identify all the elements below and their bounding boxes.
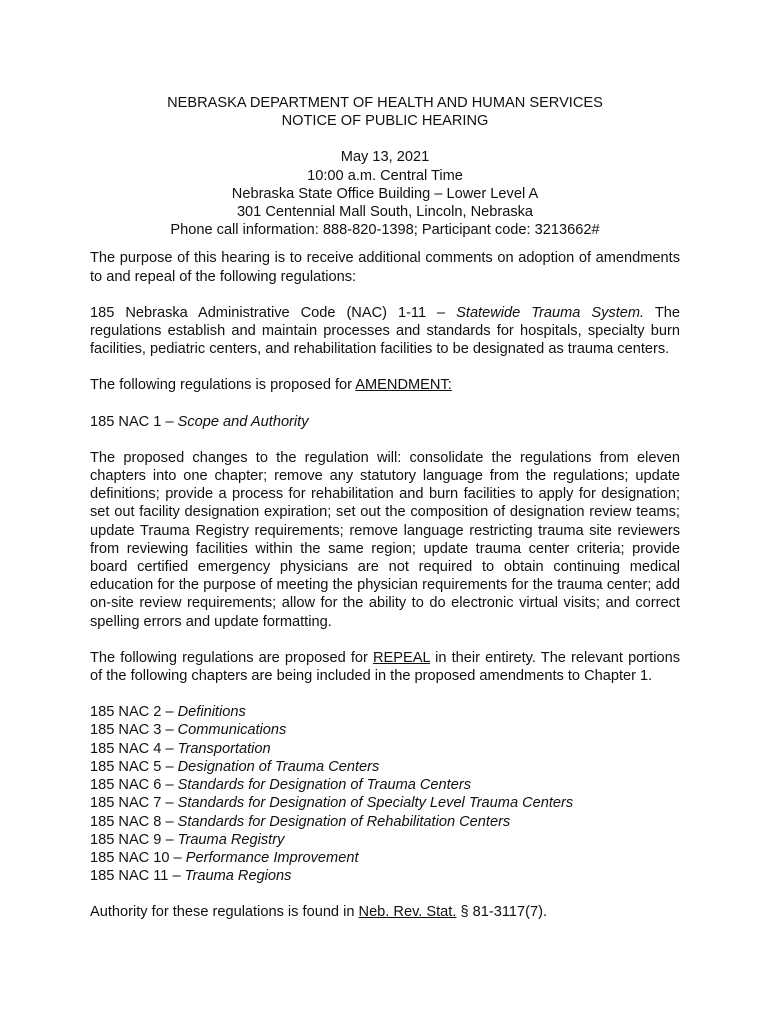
list-item: 185 NAC 6 – Standards for Designation of Trauma Centers <box>90 777 471 794</box>
list-item: 185 NAC 5 – Designation of Trauma Centers <box>90 758 380 775</box>
repeal-intro: The following regulations are proposed for <box>90 649 373 666</box>
list-item: 185 NAC 10 – Performance Improvement <box>90 849 359 866</box>
repeal-chapter-list <box>90 703 680 885</box>
hearing-date: May 13, 2021 <box>340 149 430 166</box>
document-header <box>90 94 680 130</box>
amendment-intro-paragraph <box>90 376 680 394</box>
hearing-building: Nebraska State Office Building – Lower Level A <box>231 185 539 202</box>
regulation-code: 185 Nebraska Administrative Code (NAC) 1-11 – <box>90 304 457 321</box>
amendment-intro: The following regulations is proposed for <box>90 377 356 394</box>
purpose-paragraph: The purpose of this hearing is to receive additional comments on adoption of amendments to and repeal of the following regulations: <box>90 250 680 285</box>
amendment-keyword: AMENDMENT: <box>355 377 452 394</box>
repeal-keyword: REPEAL <box>372 649 431 666</box>
list-item: 185 NAC 9 – Trauma Registry <box>90 831 285 848</box>
notice-title: NOTICE OF PUBLIC HEARING <box>281 113 489 130</box>
amendment-changes-paragraph: The proposed changes to the regulation will: consolidate the regulations from eleven chapters into one chapter; remove any statutory language from the regulations; update definitions; provide a process for rehabilitation and burn facilities to apply for designation; set out facility designation expiration; set out the composition of designation review teams; update Trauma Registry requirements; remove language restricting trauma site reviewers from reviewing facilities within the same region; update trauma center criteria; provide board certified emergency physicians are not required to obtain continuing medical education for the purpose of meeting the physician requirements for the trauma center; add on-site review requirements; allow for the ability to do electronic virtual visits; and correct spelling errors and update formatting. <box>90 449 680 630</box>
hearing-time: 10:00 a.m. Central Time <box>307 167 463 184</box>
amendment-chapter <box>90 413 680 431</box>
hearing-address: 301 Centennial Mall South, Lincoln, Nebraska <box>236 204 534 221</box>
list-item: 185 NAC 3 – Communications <box>90 722 287 739</box>
regulation-description: The regulations establish and maintain processes and standards for hospitals, specialty burn facilities, pediatric centers, and rehabilitation facilities to be designated as trauma centers. <box>90 304 680 358</box>
hearing-details <box>90 148 680 239</box>
document-page <box>90 94 680 922</box>
agency-name: NEBRASKA DEPARTMENT OF HEALTH AND HUMAN SERVICES <box>167 95 603 111</box>
list-item: 185 NAC 11 – Trauma Regions <box>90 868 292 885</box>
repeal-paragraph <box>90 649 680 685</box>
repeal-rest: in their entirety. The relevant portions of the following chapters are being included in the proposed amendments to Chapter 1. <box>90 649 680 685</box>
list-item: 185 NAC 8 – Standards for Designation of Rehabilitation Centers <box>90 813 511 830</box>
statute-section: § 81-3117(7). <box>456 904 547 921</box>
statute-reference: Neb. Rev. Stat. <box>358 904 457 921</box>
amendment-chapter-title: Scope and Authority <box>177 413 309 430</box>
list-item: 185 NAC 2 – Definitions <box>90 704 246 721</box>
amendment-chapter-code: 185 NAC 1 – <box>90 413 178 430</box>
hearing-phone: Phone call information: 888-820-1398; Participant code: 3213662# <box>170 222 600 239</box>
regulation-title: Statewide Trauma System. <box>456 304 645 321</box>
list-item: 185 NAC 4 – Transportation <box>90 740 271 757</box>
authority-paragraph <box>90 903 680 921</box>
list-item: 185 NAC 7 – Standards for Designation of Specialty Level Trauma Centers <box>90 795 574 812</box>
regulation-paragraph <box>90 304 680 359</box>
authority-intro: Authority for these regulations is found in <box>90 904 359 921</box>
